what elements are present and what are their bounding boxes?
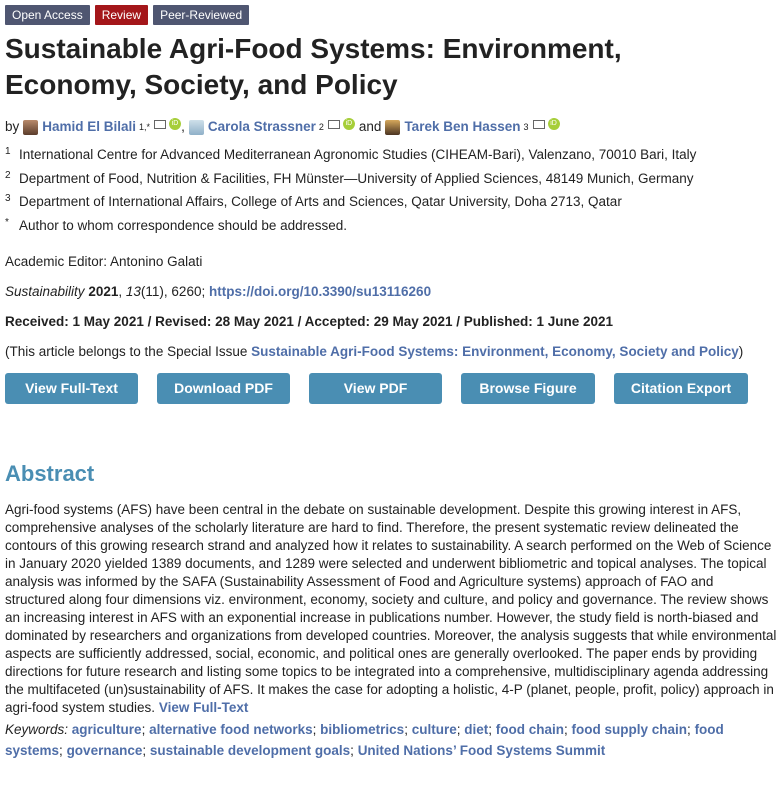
citation-pages: , 6260;: [163, 283, 209, 299]
affiliation-text: Author to whom correspondence should be addressed.: [19, 217, 347, 233]
article-title: Sustainable Agri-Food Systems: Environment, Economy, Society, and Policy: [5, 33, 622, 100]
orcid-icon[interactable]: iD: [169, 118, 181, 130]
by-label: by: [5, 119, 20, 134]
author-separator: ,: [181, 119, 185, 134]
affiliation-correspondence: [5, 218, 776, 234]
view-pdf-button[interactable]: View PDF: [309, 373, 442, 404]
affiliation-1: [5, 147, 776, 163]
affiliations: [5, 147, 776, 234]
author-1-name[interactable]: Hamid El Bilali: [42, 119, 137, 134]
action-buttons: [5, 373, 776, 404]
author-2-name[interactable]: Carola Strassner: [207, 119, 316, 134]
author-3-name[interactable]: Tarek Ben Hassen: [404, 119, 521, 134]
affiliation-text: Department of International Affairs, College of Arts and Sciences, Qatar University, Doha 2713, Qatar: [19, 194, 622, 209]
keyword-link[interactable]: food chain: [495, 721, 565, 737]
doi-link[interactable]: https://doi.org/10.3390/su13116260: [208, 283, 432, 299]
affiliation-text: Department of Food, Nutrition & Facilities, FH Münster—University of Applied Sciences, 48149 Munich, Germany: [19, 170, 694, 186]
keyword-link[interactable]: United Nations’ Food Systems Summit: [357, 742, 606, 758]
keyword-link[interactable]: food systems: [5, 721, 724, 758]
abstract-view-full-text-link[interactable]: View Full-Text: [158, 699, 249, 715]
orcid-icon[interactable]: iD: [343, 118, 355, 130]
affiliation-mark: 3: [5, 193, 11, 204]
publication-dates: Received: 1 May 2021 / Revised: 28 May 2021 / Accepted: 29 May 2021 / Published: 1 June 2021: [5, 313, 614, 329]
affiliation-2: [5, 171, 776, 187]
review-badge: Review: [95, 5, 148, 25]
abstract-text: Agri-food systems (AFS) have been central in the debate on sustainable development. Despite this growing interest in AFS, comprehensive analyses of the scholarly literature are hard to find. Therefore, the present systematic review delineated the contours of this growing research strand and analyzed how it relates to sustainability. A search performed on the Web of Science in January 2020 yielded 1389 documents, and 1289 were selected and underwent bibliometric and topical analyses. The topical analysis was informed by the SAFA (Sustainability Assessment of Food and Agriculture systems) approach of FAO and structured along four dimensions viz. environment, economy, society and culture, and policy and governance. The review shows an increasing interest in AFS with an exponential increase in publications number. However, the study field is north-biased and dominated by researchers and organizations from developed countries. Moreover, the analysis suggests that while environmental aspects are sufficiently addressed, social, economic, and political ones are generally overlooked. The paper ends by providing directions for future research and listing some topics to be integrated into a comprehensive, multidisciplinary agenda addressing the multifaceted (un)sustainability of AFS. It makes the case for adopting a holistic, 4-P (planet, people, profit, policy) approach in agri-food system studies.: [5, 501, 777, 715]
view-full-text-button[interactable]: View Full-Text: [5, 373, 138, 404]
browse-figure-button[interactable]: Browse Figure: [461, 373, 595, 404]
mail-icon[interactable]: [328, 120, 340, 129]
citation-export-button[interactable]: Citation Export: [614, 373, 748, 404]
peer-reviewed-badge: Peer-Reviewed: [153, 5, 249, 25]
keyword-link[interactable]: sustainable development goals: [149, 742, 351, 758]
download-pdf-button[interactable]: Download PDF: [157, 373, 290, 404]
abstract-body: [5, 501, 777, 717]
keyword-link[interactable]: food supply chain: [571, 721, 688, 737]
author-3: [385, 117, 559, 137]
keyword-link[interactable]: alternative food networks: [149, 721, 313, 737]
author-3-affil-mark: 3: [523, 122, 529, 132]
keyword-link[interactable]: diet: [464, 721, 489, 737]
author-3-avatar: [385, 120, 400, 135]
affiliation-text: International Centre for Advanced Mediterranean Agronomic Studies (CIHEAM-Bari), Valenzano, 70010 Bari, Italy: [19, 147, 697, 162]
journal-name: Sustainability: [5, 283, 85, 299]
special-issue-suffix: ): [738, 343, 744, 359]
keyword-link[interactable]: bibliometrics: [320, 721, 405, 737]
affiliation-mark: *: [5, 216, 9, 228]
keyword-link[interactable]: governance: [66, 742, 143, 758]
orcid-icon[interactable]: iD: [548, 118, 560, 130]
citation-volume: 13: [125, 283, 141, 299]
author-list: [5, 117, 776, 137]
special-issue-note: [5, 344, 776, 359]
citation-issue: (11): [140, 283, 164, 299]
open-access-badge: Open Access: [5, 5, 90, 25]
author-1-affil-mark: 1,*: [139, 122, 151, 132]
citation-year: 2021: [88, 283, 119, 299]
academic-editor: Academic Editor: Antonino Galati: [5, 253, 203, 269]
keyword-link[interactable]: agriculture: [71, 721, 142, 737]
keyword-link[interactable]: culture: [411, 721, 457, 737]
author-2: [189, 117, 355, 137]
special-issue-prefix: (This article belongs to the Special Issue: [5, 343, 252, 359]
author-1: [23, 117, 181, 137]
citation-line: Sustainability 2021, 13(11), 6260; https://doi.org/10.3390/su13116260: [5, 283, 432, 299]
author-2-affil-mark: 2: [318, 122, 324, 132]
affiliation-mark: 2: [5, 169, 11, 181]
mail-icon[interactable]: [154, 120, 166, 129]
affiliation-3: [5, 194, 776, 210]
author-1-avatar: [23, 120, 38, 135]
keywords: Keywords: agriculture; alternative food networks; bibliometrics; culture; diet; food chain; food supply chain; food systems; governance; sustainable development goals; United Nations’ Food Systems Summit: [5, 721, 724, 758]
affiliation-mark: 1: [5, 146, 11, 157]
badge-row: [5, 0, 776, 25]
author-2-avatar: [189, 120, 204, 135]
abstract-heading: Abstract: [5, 460, 95, 486]
mail-icon[interactable]: [533, 120, 545, 129]
keywords-label: Keywords:: [5, 721, 69, 737]
special-issue-link[interactable]: Sustainable Agri-Food Systems: Environment, Economy, Society and Policy: [251, 343, 739, 359]
and-label: and: [358, 119, 382, 134]
